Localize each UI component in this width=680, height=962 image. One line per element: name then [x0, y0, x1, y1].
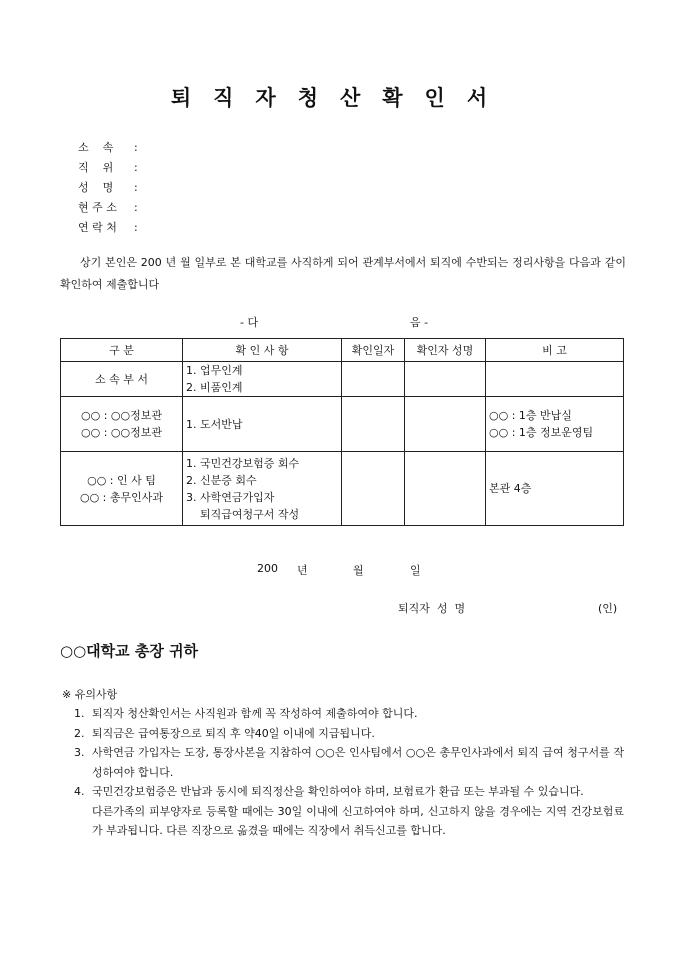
- note-text: 국민건강보험증은 반납과 동시에 퇴직정산을 확인하여야 하며, 보험료가 환급 또는 부과될 수 있습니다.: [92, 785, 584, 798]
- date-line: [0, 562, 680, 580]
- table-row: [61, 452, 624, 526]
- field-address: [78, 198, 138, 218]
- field-name: [78, 178, 138, 198]
- list-item: [74, 802, 624, 841]
- field-label: 현 주 소: [78, 201, 117, 214]
- header-division: 구 분: [61, 339, 183, 362]
- field-colon: :: [134, 201, 138, 214]
- table-row: [61, 397, 624, 452]
- row-division: ○○ : ○○정보관 ○○ : ○○정보관: [61, 397, 183, 452]
- row-confirmer[interactable]: [405, 397, 486, 452]
- field-affiliation: [78, 138, 138, 158]
- row-confirm-date[interactable]: [342, 452, 405, 526]
- note-number: 2.: [74, 726, 85, 740]
- field-colon: :: [134, 141, 138, 154]
- date-day-label: 일: [410, 564, 421, 577]
- header-confirmer: 확인자 성명: [405, 339, 486, 362]
- signature-line: [0, 600, 680, 618]
- note-text: 퇴직금은 급여통장으로 퇴직 후 약40일 이내에 지급됩니다.: [92, 726, 375, 740]
- field-contact: [78, 218, 138, 238]
- personal-info-fields: [78, 138, 138, 238]
- note-text: 퇴직자 청산확인서는 사직원과 함께 꼭 작성하여 제출하여야 합니다.: [92, 707, 418, 720]
- field-label: 직 위: [78, 161, 114, 174]
- field-position: [78, 158, 138, 178]
- notes-heading: ※ 유의사항: [62, 688, 118, 701]
- field-label: 소 속: [78, 141, 114, 154]
- row-confirm-date[interactable]: [342, 397, 405, 452]
- note-number: 3.: [74, 746, 85, 759]
- signature-label: 퇴직자 성 명: [398, 602, 466, 615]
- list-item: [74, 782, 624, 802]
- header-remarks: 비 고: [486, 339, 624, 362]
- header-items: 확 인 사 항: [183, 339, 342, 362]
- list-item: [74, 724, 624, 744]
- row-items: 1. 업무인계 2. 비품인계: [183, 362, 342, 397]
- row-division: 소 속 부 서: [61, 362, 183, 397]
- row-confirm-date[interactable]: [342, 362, 405, 397]
- header-confirm-date: 확인일자: [342, 339, 405, 362]
- row-confirmer[interactable]: [405, 362, 486, 397]
- table-header-row: [61, 339, 624, 362]
- field-colon: :: [134, 221, 138, 234]
- clearance-table: [60, 338, 624, 526]
- note-number: 4.: [74, 785, 85, 798]
- note-text: 사학연금 가입자는 도장, 통장사본을 지참하여 ○○은 인사팀에서 ○○은 총무인사과에서 퇴직 급여 청구서를 작성하여야 합니다.: [92, 746, 624, 779]
- row-remarks: 본관 4층: [486, 452, 624, 526]
- row-remarks: ○○ : 1층 반납실 ○○ : 1층 정보운영팀: [486, 397, 624, 452]
- seal-mark: (인): [598, 602, 618, 615]
- note-text: 다른가족의 피부양자로 등록할 때에는 30일 이내에 신고하여야 하며, 신고하지 않을 경우에는 지역 건강보험료가 부과됩니다. 다른 직장으로 옮겼을 때에는 직장에서 취득신고를 합니다.: [92, 804, 624, 837]
- note-number: 1.: [74, 707, 85, 720]
- field-label: 성 명: [78, 181, 114, 194]
- document-title: 퇴직자청산확인서: [170, 85, 510, 110]
- notes-list: [74, 704, 624, 841]
- row-remarks: [486, 362, 624, 397]
- date-year: 200: [257, 562, 278, 575]
- section-marker: [0, 314, 680, 332]
- field-colon: :: [134, 181, 138, 194]
- section-marker-right: 음 -: [410, 316, 429, 329]
- recipient: ○○대학교 총장 귀하: [60, 642, 199, 660]
- list-item: [74, 704, 624, 724]
- row-division: ○○ : 인 사 팀 ○○ : 총무인사과: [61, 452, 183, 526]
- row-items: 1. 도서반납: [183, 397, 342, 452]
- date-year-label: 년: [297, 564, 308, 577]
- intro-paragraph: 상기 본인은 200 년 월 일부로 본 대학교를 사직하게 되어 관계부서에서 퇴직에 수반되는 정리사항을 다음과 같이 확인하여 제출합니다: [60, 256, 626, 291]
- date-month-label: 월: [353, 564, 364, 577]
- field-label: 연 락 처: [78, 221, 117, 234]
- row-items: 1. 국민건강보험증 회수 2. 신분증 회수 3. 사학연금가입자 퇴직급여청구서 작성: [183, 452, 342, 526]
- note-number: [74, 802, 92, 841]
- row-confirmer[interactable]: [405, 452, 486, 526]
- field-colon: :: [134, 161, 138, 174]
- list-item: [74, 743, 624, 782]
- section-marker-left: - 다: [240, 316, 259, 329]
- table-row: [61, 362, 624, 397]
